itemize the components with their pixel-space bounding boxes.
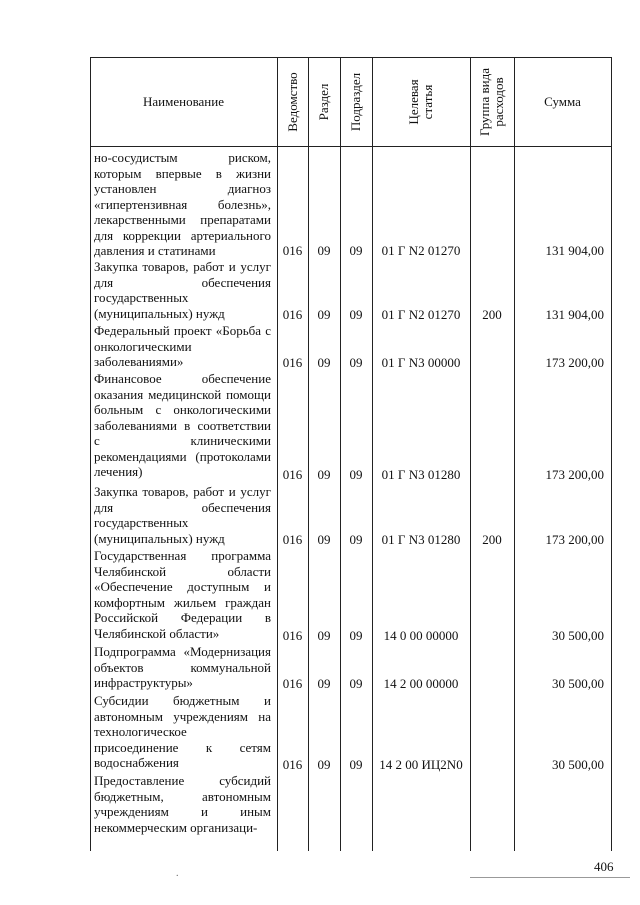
cell-celevaya: 01 Г N3 00000 [381, 355, 461, 370]
cell-summa: 173 200,00 [545, 532, 604, 547]
cell-celevaya: 14 2 00 ИЦ2N0 [379, 757, 463, 772]
cell-razdel: 09 [317, 307, 331, 322]
header-razdel: Раздел [316, 83, 331, 120]
cell-podrazdel: 09 [349, 628, 363, 643]
cell-summa: 30 500,00 [552, 676, 604, 691]
header-summa: Сумма [544, 93, 581, 109]
cell-podrazdel: 09 [349, 532, 363, 547]
cell-podrazdel: 09 [349, 243, 363, 258]
row-name: Закупка товаров, работ и услуг для обеспечения государственных (муниципальных) нужд [94, 259, 271, 321]
cell-summa: 30 500,00 [552, 628, 604, 643]
cell-podrazdel: 09 [349, 467, 363, 482]
cell-celevaya: 01 Г N3 01280 [381, 532, 461, 547]
cell-vedomstvo: 016 [282, 676, 303, 691]
row-name: Федеральный проект «Борьба с онкологическими заболеваниями» [94, 323, 271, 369]
cell-celevaya: 01 Г N3 01280 [381, 467, 461, 482]
cell-celevaya: 14 2 00 00000 [383, 676, 459, 691]
footer-rule [470, 877, 630, 878]
cell-vedomstvo: 016 [282, 628, 303, 643]
budget-table [90, 57, 612, 851]
cell-summa: 30 500,00 [552, 757, 604, 772]
cell-vedomstvo: 016 [282, 307, 303, 322]
cell-gruppa: 200 [482, 532, 502, 547]
row-name: но-сосудистым риском, которым впервые в жизни установлен диагноз «гипертензивная болезнь», лекарственными препаратами для коррекции артериального давления и статинами [94, 150, 271, 258]
row-name: Предоставление субсидий бюджетным, автономным учреждениям и иным некоммерческим организаци- [94, 773, 271, 835]
cell-gruppa: 200 [482, 307, 502, 322]
cell-vedomstvo: 016 [282, 757, 303, 772]
cell-celevaya: 14 0 00 00000 [383, 628, 459, 643]
header-name: Наименование [143, 93, 224, 109]
cell-summa: 131 904,00 [545, 243, 604, 258]
cell-razdel: 09 [317, 532, 331, 547]
cell-razdel: 09 [317, 676, 331, 691]
row-name: Подпрограмма «Модернизация объектов коммунальной инфраструктуры» [94, 644, 271, 690]
cell-vedomstvo: 016 [282, 355, 303, 370]
cell-celevaya: 01 Г N2 01270 [381, 307, 461, 322]
page-number: 406 [594, 859, 614, 874]
cell-vedomstvo: 016 [282, 467, 303, 482]
cell-vedomstvo: 016 [282, 243, 303, 258]
row-name: Закупка товаров, работ и услуг для обеспечения государственных (муниципальных) нужд [94, 484, 271, 546]
cell-razdel: 09 [317, 628, 331, 643]
cell-summa: 173 200,00 [545, 355, 604, 370]
cell-razdel: 09 [317, 757, 331, 772]
header-podrazdel: Подраздел [348, 72, 363, 131]
row-name: Государственная программа Челябинской области «Обеспечение доступным и комфортным жильем граждан Российской Федерации в Челябинской области» [94, 548, 271, 641]
cell-podrazdel: 09 [349, 757, 363, 772]
cell-razdel: 09 [317, 467, 331, 482]
cell-podrazdel: 09 [349, 307, 363, 322]
row-name: Финансовое обеспечение оказания медицинской помощи больным с онкологическими заболеваниями в соответствии с клиническими рекомендациями (протоколами лечения) [94, 371, 271, 479]
cell-podrazdel: 09 [349, 355, 363, 370]
header-celevaya-statya: Целевая статья [406, 78, 435, 125]
cell-razdel: 09 [317, 355, 331, 370]
cell-summa: 131 904,00 [545, 307, 604, 322]
header-gruppa-vida-raskhodov: Группа вида расходов [477, 67, 506, 136]
cell-vedomstvo: 016 [282, 532, 303, 547]
cell-razdel: 09 [317, 243, 331, 258]
cell-celevaya: 01 Г N2 01270 [381, 243, 461, 258]
cell-podrazdel: 09 [349, 676, 363, 691]
header-vedomstvo: Ведомство [284, 71, 300, 132]
cell-summa: 173 200,00 [545, 467, 604, 482]
footer-mark: . [176, 868, 179, 879]
row-name: Субсидии бюджетным и автономным учреждениям на технологическое присоединение к сетям водоснабжения [94, 693, 271, 770]
